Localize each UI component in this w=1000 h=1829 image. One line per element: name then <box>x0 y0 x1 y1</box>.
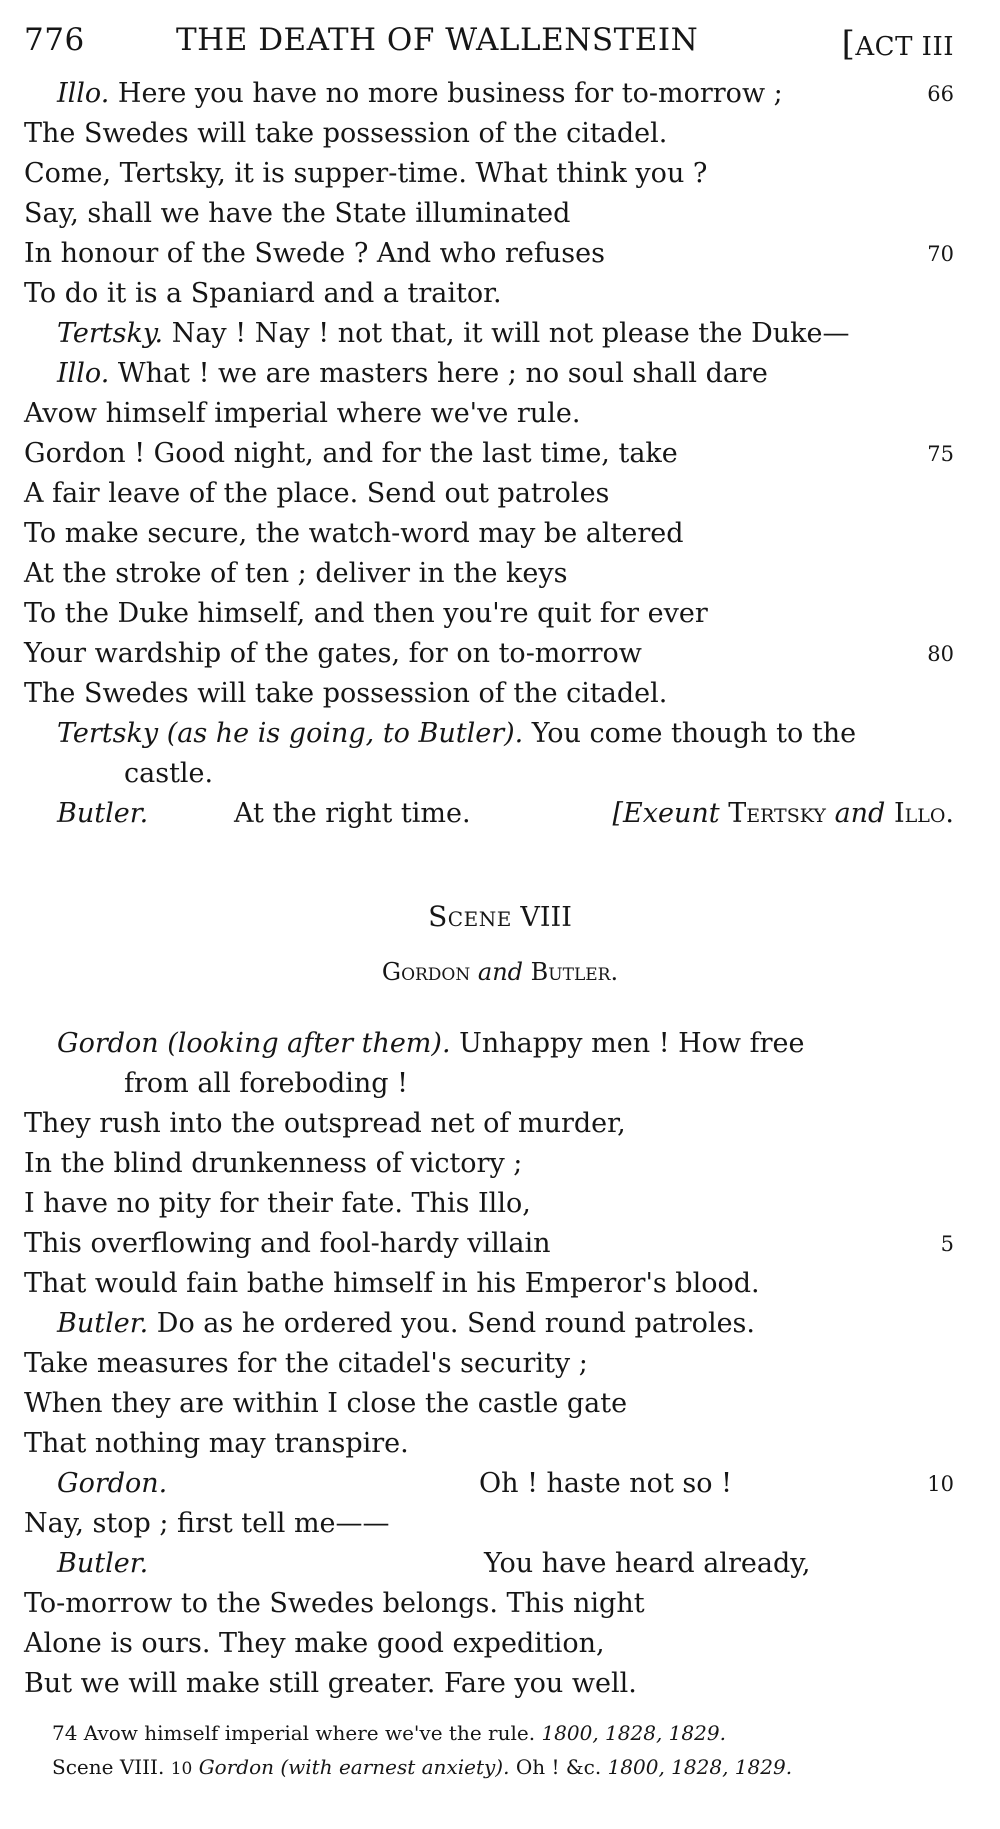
speaker-name: Gordon. <box>57 1468 168 1499</box>
verse-line: To do it is a Spaniard and a traitor. <box>24 278 502 309</box>
passage-illo <box>24 74 954 834</box>
speaker-name: Gordon <box>57 1028 159 1059</box>
scene-heading: Scene VIII <box>428 900 572 933</box>
verse-line: To-morrow to the Swedes belongs. This night <box>24 1588 645 1619</box>
verse-line: That would fain bathe himself in his Emperor's blood. <box>24 1268 760 1299</box>
verse-line: They rush into the outspread net of murder, <box>24 1108 626 1139</box>
line-number: 66 <box>927 82 954 106</box>
verse-line: Tertsky. Nay ! Nay ! not that, it will not please the Duke— <box>57 318 850 349</box>
line-number: 5 <box>940 1232 954 1256</box>
verse-line: castle. <box>124 758 214 789</box>
verse-line: This overflowing and fool-hardy villain 5 <box>24 1224 954 1264</box>
footnotes <box>52 1716 952 1784</box>
exit-direction: [Exeunt Tertsky and Illo. <box>612 798 954 829</box>
verse-line: Take measures for the citadel's security ; <box>24 1348 588 1379</box>
verse-line: To make secure, the watch-word may be altered <box>24 518 684 549</box>
line-number: 10 <box>927 1472 954 1496</box>
verse-line: Gordon. Oh ! haste not so ! 10 <box>24 1464 954 1504</box>
scene-characters: Gordon and Butler. <box>381 958 619 986</box>
line-number: 70 <box>927 242 954 266</box>
verse-line: That nothing may transpire. <box>24 1428 409 1459</box>
speaker-name: Illo. <box>57 78 110 109</box>
verse-line: But we will make still greater. Fare you well. <box>24 1668 637 1699</box>
stage-direction: (as he is going, to Butler). <box>158 718 524 749</box>
verse-line: Illo. Here you have no more business for to-morrow ; 66 <box>24 74 954 114</box>
verse-line: A fair leave of the place. Send out patroles <box>24 478 610 509</box>
verse-line: Butler. At the right time. [Exeunt Tertsky and Illo. <box>24 794 954 834</box>
verse-line: Nay, stop ; first tell me—— <box>24 1508 390 1539</box>
verse-line: Your wardship of the gates, for on to-morrow 80 <box>24 634 954 674</box>
speaker-name: Illo. <box>57 358 110 389</box>
verse-line: Gordon (looking after them). Unhappy men ! How free <box>57 1028 805 1059</box>
verse-line: In honour of the Swede ? And who refuses 70 <box>24 234 954 274</box>
verse-line: Illo. What ! we are masters here ; no soul shall dare <box>57 358 768 389</box>
verse-line: Gordon ! Good night, and for the last time, take 75 <box>24 434 954 474</box>
stage-direction: (looking after them). <box>158 1028 451 1059</box>
passage-gordon-butler <box>24 1024 954 1704</box>
speaker-name: Butler. <box>57 798 149 829</box>
running-title: THE DEATH OF WALLENSTEIN <box>176 22 699 58</box>
verse-line: The Swedes will take possession of the citadel. <box>24 118 668 149</box>
verse-line: Tertsky (as he is going, to Butler). You come though to the <box>57 718 857 749</box>
verse-line: Say, shall we have the State illuminated <box>24 198 571 229</box>
line-number: 75 <box>927 442 954 466</box>
verse-line: The Swedes will take possession of the citadel. <box>24 678 668 709</box>
verse-line: from all foreboding ! <box>124 1068 408 1099</box>
verse-line: Avow himself imperial where we've rule. <box>24 398 581 429</box>
speaker-name: Tertsky. <box>57 318 164 349</box>
verse-line: Come, Tertsky, it is supper-time. What think you ? <box>24 158 708 189</box>
verse-line: When they are within I close the castle gate <box>24 1388 628 1419</box>
verse-line: At the stroke of ten ; deliver in the keys <box>24 558 568 589</box>
act-label: [ACT III <box>841 24 954 64</box>
footnote: 74 Avow himself imperial where we've the rule. 1800, 1828, 1829. <box>52 1721 726 1745</box>
verse-line: To the Duke himself, and then you're quit for ever <box>24 598 708 629</box>
running-header <box>24 18 954 68</box>
verse-line: Butler. Do as he ordered you. Send round patroles. <box>57 1308 755 1339</box>
footnote: Scene VIII. 10 Gordon (with earnest anxiety). Oh ! &c. 1800, 1828, 1829. <box>52 1755 793 1779</box>
speaker-name: Butler. <box>57 1308 149 1339</box>
line-number: 80 <box>927 642 954 666</box>
verse-line: In the blind drunkenness of victory ; <box>24 1148 523 1179</box>
speaker-name: Butler. <box>57 1548 149 1579</box>
verse-line: Butler. You have heard already, <box>57 1548 811 1579</box>
page-number: 776 <box>24 22 85 58</box>
speaker-name: Tertsky <box>57 718 159 749</box>
verse-line: Alone is ours. They make good expedition, <box>24 1628 605 1659</box>
verse-line: I have no pity for their fate. This Illo, <box>24 1188 531 1219</box>
